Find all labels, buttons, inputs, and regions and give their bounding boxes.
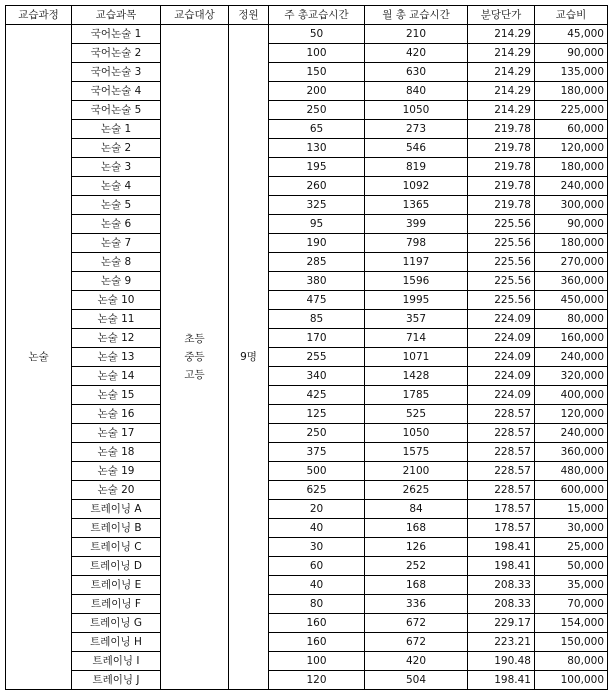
- table-row: [6, 177, 608, 196]
- subject-cell: 논술 6: [72, 215, 161, 234]
- table-row: [6, 424, 608, 443]
- subject-cell: 논술 11: [72, 310, 161, 329]
- target-level: 중등: [184, 351, 205, 363]
- unit-price-cell: 228.57: [468, 424, 535, 443]
- header-subject: 교습과목: [72, 6, 161, 25]
- monthly-hours-cell: 819: [365, 158, 468, 177]
- table-row: [6, 25, 608, 44]
- weekly-hours-cell: 85: [269, 310, 365, 329]
- table-row: [6, 44, 608, 63]
- subject-cell: 논술 7: [72, 234, 161, 253]
- header-capacity: 정원: [229, 6, 269, 25]
- weekly-hours-cell: 150: [269, 63, 365, 82]
- weekly-hours-cell: 95: [269, 215, 365, 234]
- header-row: [6, 6, 608, 25]
- capacity-cell: 9명: [229, 25, 269, 690]
- monthly-hours-cell: 420: [365, 44, 468, 63]
- fee-cell: 25,000: [535, 538, 608, 557]
- unit-price-cell: 228.57: [468, 405, 535, 424]
- unit-price-cell: 208.33: [468, 576, 535, 595]
- fee-cell: 240,000: [535, 424, 608, 443]
- tuition-fee-table: [5, 5, 608, 690]
- subject-cell: 논술 15: [72, 386, 161, 405]
- table-row: [6, 443, 608, 462]
- table-row: [6, 329, 608, 348]
- weekly-hours-cell: 380: [269, 272, 365, 291]
- subject-cell: 트레이닝 D: [72, 557, 161, 576]
- table-row: [6, 633, 608, 652]
- monthly-hours-cell: 126: [365, 538, 468, 557]
- unit-price-cell: 214.29: [468, 82, 535, 101]
- fee-cell: 240,000: [535, 348, 608, 367]
- table-body: [6, 25, 608, 690]
- unit-price-cell: 178.57: [468, 500, 535, 519]
- unit-price-cell: 225.56: [468, 234, 535, 253]
- subject-cell: 논술 17: [72, 424, 161, 443]
- table-row: [6, 405, 608, 424]
- table-row: [6, 614, 608, 633]
- weekly-hours-cell: 130: [269, 139, 365, 158]
- unit-price-cell: 214.29: [468, 25, 535, 44]
- weekly-hours-cell: 20: [269, 500, 365, 519]
- unit-price-cell: 224.09: [468, 329, 535, 348]
- subject-cell: 논술 9: [72, 272, 161, 291]
- table-row: [6, 253, 608, 272]
- unit-price-cell: 229.17: [468, 614, 535, 633]
- fee-cell: 70,000: [535, 595, 608, 614]
- monthly-hours-cell: 1596: [365, 272, 468, 291]
- monthly-hours-cell: 252: [365, 557, 468, 576]
- table-row: [6, 538, 608, 557]
- table-row: [6, 310, 608, 329]
- monthly-hours-cell: 168: [365, 519, 468, 538]
- header-fee: 교습비: [535, 6, 608, 25]
- fee-cell: 160,000: [535, 329, 608, 348]
- header-monthly-hours: 월 총 교습시간: [365, 6, 468, 25]
- fee-cell: 180,000: [535, 234, 608, 253]
- subject-cell: 논술 4: [72, 177, 161, 196]
- monthly-hours-cell: 336: [365, 595, 468, 614]
- unit-price-cell: 198.41: [468, 557, 535, 576]
- monthly-hours-cell: 357: [365, 310, 468, 329]
- monthly-hours-cell: 1050: [365, 424, 468, 443]
- fee-cell: 80,000: [535, 310, 608, 329]
- fee-cell: 90,000: [535, 215, 608, 234]
- subject-cell: 논술 1: [72, 120, 161, 139]
- fee-cell: 600,000: [535, 481, 608, 500]
- table-row: [6, 557, 608, 576]
- weekly-hours-cell: 120: [269, 671, 365, 690]
- monthly-hours-cell: 504: [365, 671, 468, 690]
- weekly-hours-cell: 160: [269, 633, 365, 652]
- fee-cell: 50,000: [535, 557, 608, 576]
- table-row: [6, 272, 608, 291]
- unit-price-cell: 214.29: [468, 101, 535, 120]
- unit-price-cell: 208.33: [468, 595, 535, 614]
- fee-cell: 320,000: [535, 367, 608, 386]
- subject-cell: 논술 13: [72, 348, 161, 367]
- table-row: [6, 462, 608, 481]
- subject-cell: 논술 14: [72, 367, 161, 386]
- monthly-hours-cell: 1365: [365, 196, 468, 215]
- fee-cell: 400,000: [535, 386, 608, 405]
- subject-cell: 논술 10: [72, 291, 161, 310]
- monthly-hours-cell: 1995: [365, 291, 468, 310]
- table-row: [6, 386, 608, 405]
- unit-price-cell: 198.41: [468, 538, 535, 557]
- monthly-hours-cell: 2625: [365, 481, 468, 500]
- unit-price-cell: 198.41: [468, 671, 535, 690]
- monthly-hours-cell: 525: [365, 405, 468, 424]
- table-row: [6, 101, 608, 120]
- unit-price-cell: 225.56: [468, 291, 535, 310]
- table-row: [6, 291, 608, 310]
- monthly-hours-cell: 1050: [365, 101, 468, 120]
- unit-price-cell: 214.29: [468, 44, 535, 63]
- fee-cell: 154,000: [535, 614, 608, 633]
- monthly-hours-cell: 714: [365, 329, 468, 348]
- subject-cell: 트레이닝 A: [72, 500, 161, 519]
- weekly-hours-cell: 285: [269, 253, 365, 272]
- monthly-hours-cell: 546: [365, 139, 468, 158]
- unit-price-cell: 219.78: [468, 139, 535, 158]
- table-row: [6, 519, 608, 538]
- weekly-hours-cell: 30: [269, 538, 365, 557]
- weekly-hours-cell: 195: [269, 158, 365, 177]
- table-row: [6, 63, 608, 82]
- target-cell: [161, 25, 229, 690]
- monthly-hours-cell: 1197: [365, 253, 468, 272]
- fee-cell: 225,000: [535, 101, 608, 120]
- subject-cell: 논술 5: [72, 196, 161, 215]
- table-row: [6, 671, 608, 690]
- unit-price-cell: 219.78: [468, 120, 535, 139]
- unit-price-cell: 178.57: [468, 519, 535, 538]
- subject-cell: 트레이닝 F: [72, 595, 161, 614]
- unit-price-cell: 219.78: [468, 196, 535, 215]
- monthly-hours-cell: 1575: [365, 443, 468, 462]
- unit-price-cell: 228.57: [468, 462, 535, 481]
- fee-cell: 300,000: [535, 196, 608, 215]
- table-row: [6, 196, 608, 215]
- table-row: [6, 158, 608, 177]
- weekly-hours-cell: 625: [269, 481, 365, 500]
- monthly-hours-cell: 630: [365, 63, 468, 82]
- weekly-hours-cell: 50: [269, 25, 365, 44]
- weekly-hours-cell: 125: [269, 405, 365, 424]
- weekly-hours-cell: 375: [269, 443, 365, 462]
- fee-cell: 150,000: [535, 633, 608, 652]
- subject-cell: 논술 3: [72, 158, 161, 177]
- table-row: [6, 234, 608, 253]
- fee-cell: 80,000: [535, 652, 608, 671]
- fee-cell: 270,000: [535, 253, 608, 272]
- subject-cell: 논술 18: [72, 443, 161, 462]
- weekly-hours-cell: 170: [269, 329, 365, 348]
- monthly-hours-cell: 1428: [365, 367, 468, 386]
- weekly-hours-cell: 500: [269, 462, 365, 481]
- unit-price-cell: 225.56: [468, 272, 535, 291]
- unit-price-cell: 224.09: [468, 386, 535, 405]
- subject-cell: 논술 19: [72, 462, 161, 481]
- subject-cell: 논술 2: [72, 139, 161, 158]
- monthly-hours-cell: 1071: [365, 348, 468, 367]
- monthly-hours-cell: 672: [365, 633, 468, 652]
- unit-price-cell: 190.48: [468, 652, 535, 671]
- fee-cell: 30,000: [535, 519, 608, 538]
- table-row: [6, 576, 608, 595]
- subject-cell: 국어논술 1: [72, 25, 161, 44]
- subject-cell: 국어논술 3: [72, 63, 161, 82]
- fee-cell: 100,000: [535, 671, 608, 690]
- table-row: [6, 215, 608, 234]
- subject-cell: 논술 16: [72, 405, 161, 424]
- weekly-hours-cell: 250: [269, 101, 365, 120]
- weekly-hours-cell: 190: [269, 234, 365, 253]
- table-header: [6, 6, 608, 25]
- monthly-hours-cell: 168: [365, 576, 468, 595]
- weekly-hours-cell: 100: [269, 652, 365, 671]
- subject-cell: 논술 8: [72, 253, 161, 272]
- fee-cell: 90,000: [535, 44, 608, 63]
- fee-cell: 35,000: [535, 576, 608, 595]
- monthly-hours-cell: 399: [365, 215, 468, 234]
- weekly-hours-cell: 100: [269, 44, 365, 63]
- fee-cell: 120,000: [535, 405, 608, 424]
- monthly-hours-cell: 672: [365, 614, 468, 633]
- unit-price-cell: 225.56: [468, 253, 535, 272]
- header-course: 교습과정: [6, 6, 72, 25]
- table-row: [6, 82, 608, 101]
- subject-cell: 트레이닝 J: [72, 671, 161, 690]
- monthly-hours-cell: 1785: [365, 386, 468, 405]
- unit-price-cell: 214.29: [468, 63, 535, 82]
- fee-cell: 180,000: [535, 82, 608, 101]
- header-weekly-hours: 주 총교습시간: [269, 6, 365, 25]
- target-level: 초등: [184, 333, 205, 345]
- fee-cell: 360,000: [535, 272, 608, 291]
- weekly-hours-cell: 340: [269, 367, 365, 386]
- weekly-hours-cell: 65: [269, 120, 365, 139]
- subject-cell: 트레이닝 E: [72, 576, 161, 595]
- subject-cell: 트레이닝 H: [72, 633, 161, 652]
- table-row: [6, 139, 608, 158]
- monthly-hours-cell: 420: [365, 652, 468, 671]
- monthly-hours-cell: 840: [365, 82, 468, 101]
- table-row: [6, 652, 608, 671]
- weekly-hours-cell: 425: [269, 386, 365, 405]
- monthly-hours-cell: 798: [365, 234, 468, 253]
- weekly-hours-cell: 255: [269, 348, 365, 367]
- monthly-hours-cell: 2100: [365, 462, 468, 481]
- weekly-hours-cell: 260: [269, 177, 365, 196]
- table-row: [6, 348, 608, 367]
- unit-price-cell: 228.57: [468, 481, 535, 500]
- weekly-hours-cell: 60: [269, 557, 365, 576]
- weekly-hours-cell: 160: [269, 614, 365, 633]
- unit-price-cell: 224.09: [468, 310, 535, 329]
- weekly-hours-cell: 250: [269, 424, 365, 443]
- target-level: 고등: [184, 369, 205, 381]
- unit-price-cell: 219.78: [468, 158, 535, 177]
- subject-cell: 국어논술 4: [72, 82, 161, 101]
- table-row: [6, 595, 608, 614]
- unit-price-cell: 223.21: [468, 633, 535, 652]
- course-cell: 논술: [6, 25, 72, 690]
- subject-cell: 국어논술 5: [72, 101, 161, 120]
- weekly-hours-cell: 80: [269, 595, 365, 614]
- weekly-hours-cell: 40: [269, 576, 365, 595]
- weekly-hours-cell: 475: [269, 291, 365, 310]
- fee-cell: 120,000: [535, 139, 608, 158]
- fee-cell: 135,000: [535, 63, 608, 82]
- fee-cell: 360,000: [535, 443, 608, 462]
- subject-cell: 트레이닝 B: [72, 519, 161, 538]
- fee-cell: 240,000: [535, 177, 608, 196]
- header-unit-price: 분당단가: [468, 6, 535, 25]
- monthly-hours-cell: 84: [365, 500, 468, 519]
- fee-cell: 450,000: [535, 291, 608, 310]
- subject-cell: 논술 12: [72, 329, 161, 348]
- subject-cell: 국어논술 2: [72, 44, 161, 63]
- monthly-hours-cell: 273: [365, 120, 468, 139]
- fee-cell: 180,000: [535, 158, 608, 177]
- monthly-hours-cell: 210: [365, 25, 468, 44]
- table-row: [6, 481, 608, 500]
- subject-cell: 트레이닝 C: [72, 538, 161, 557]
- fee-cell: 15,000: [535, 500, 608, 519]
- monthly-hours-cell: 1092: [365, 177, 468, 196]
- header-target: 교습대상: [161, 6, 229, 25]
- fee-cell: 60,000: [535, 120, 608, 139]
- weekly-hours-cell: 200: [269, 82, 365, 101]
- fee-cell: 45,000: [535, 25, 608, 44]
- unit-price-cell: 219.78: [468, 177, 535, 196]
- table-row: [6, 367, 608, 386]
- fee-cell: 480,000: [535, 462, 608, 481]
- table-row: [6, 120, 608, 139]
- weekly-hours-cell: 40: [269, 519, 365, 538]
- table-row: [6, 500, 608, 519]
- unit-price-cell: 228.57: [468, 443, 535, 462]
- unit-price-cell: 225.56: [468, 215, 535, 234]
- subject-cell: 트레이닝 I: [72, 652, 161, 671]
- unit-price-cell: 224.09: [468, 348, 535, 367]
- unit-price-cell: 224.09: [468, 367, 535, 386]
- weekly-hours-cell: 325: [269, 196, 365, 215]
- subject-cell: 논술 20: [72, 481, 161, 500]
- subject-cell: 트레이닝 G: [72, 614, 161, 633]
